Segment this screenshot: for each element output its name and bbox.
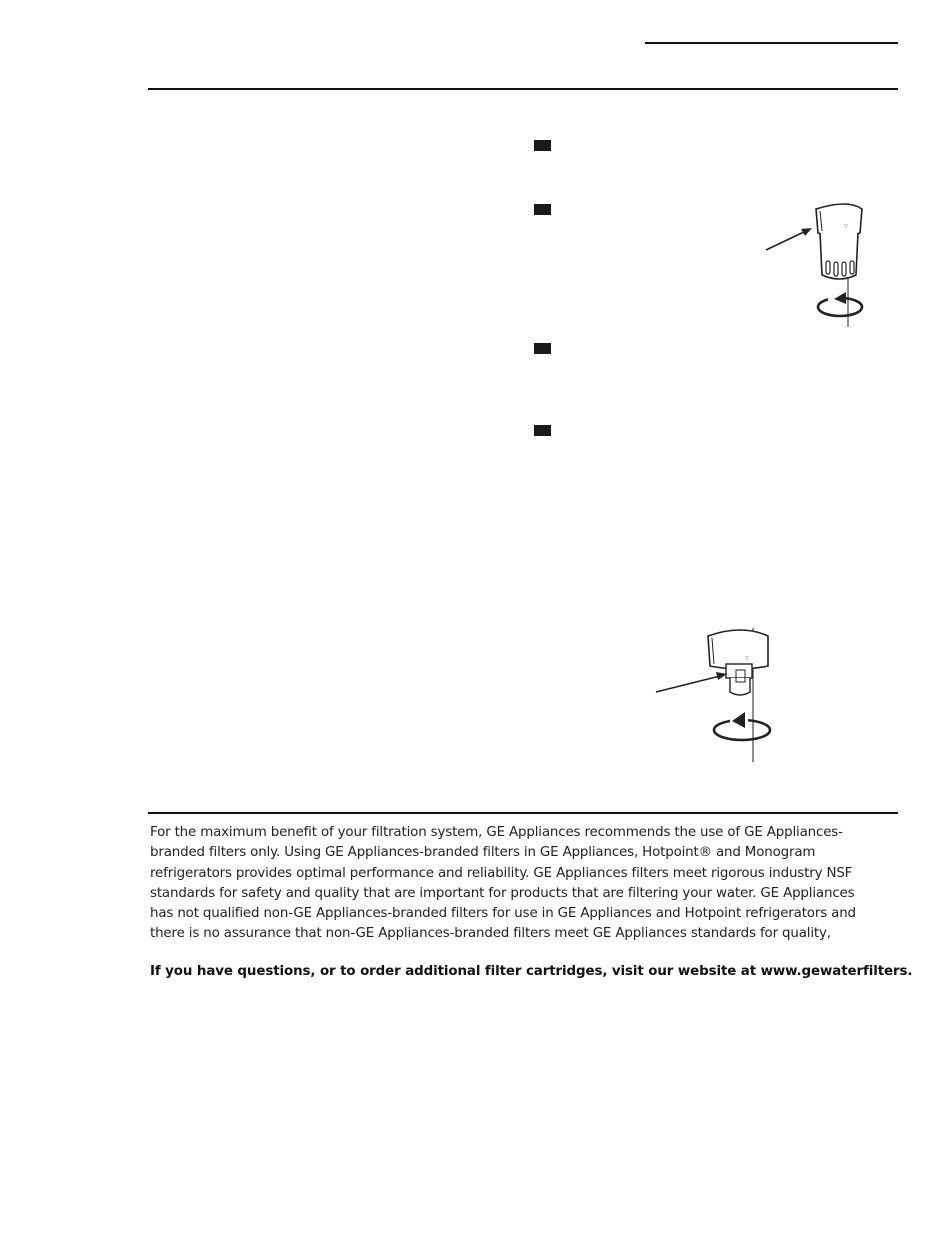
header-short-rule (645, 42, 898, 44)
svg-text:▽: ▽ (745, 656, 749, 662)
notice-line: For the maximum benefit of your filtration system, GE Appliances recommends the use of GE Appliances- (150, 825, 843, 840)
notice-line: has not qualified non-GE Appliances-branded filters for use in GE Appliances and Hotpoint refrigerators and (150, 906, 856, 922)
notice-line: branded filters only. Using GE Appliances-branded filters in GE Appliances, Hotpoint® and Monogram (150, 845, 816, 861)
section-divider (148, 812, 898, 814)
step-marker-1-icon (534, 140, 551, 151)
svg-text:▽: ▽ (844, 224, 848, 230)
header-long-rule (148, 88, 898, 90)
filter-cap-rotate-illustration (760, 195, 880, 335)
notice-line: there is no assurance that non-GE Appliances-branded filters meet GE Appliances standards for quality, (150, 926, 831, 942)
step-marker-3-icon (534, 343, 551, 354)
order-filters-callout: If you have questions, or to order additional filter cartridges, visit our website at www.gewaterfilters. (150, 964, 913, 979)
filter-cap-bypass-rotate-illustration (650, 620, 790, 770)
step-marker-4-icon (534, 425, 551, 436)
step-marker-2-icon (534, 204, 551, 215)
notice-line: refrigerators provides optimal performance and reliability. GE Appliances filters meet rigorous industry NSF (150, 865, 853, 881)
filter-notice-paragraph (150, 823, 902, 945)
notice-line: standards for safety and quality that are important for products that are filtering your water. GE Appliances (150, 885, 855, 901)
